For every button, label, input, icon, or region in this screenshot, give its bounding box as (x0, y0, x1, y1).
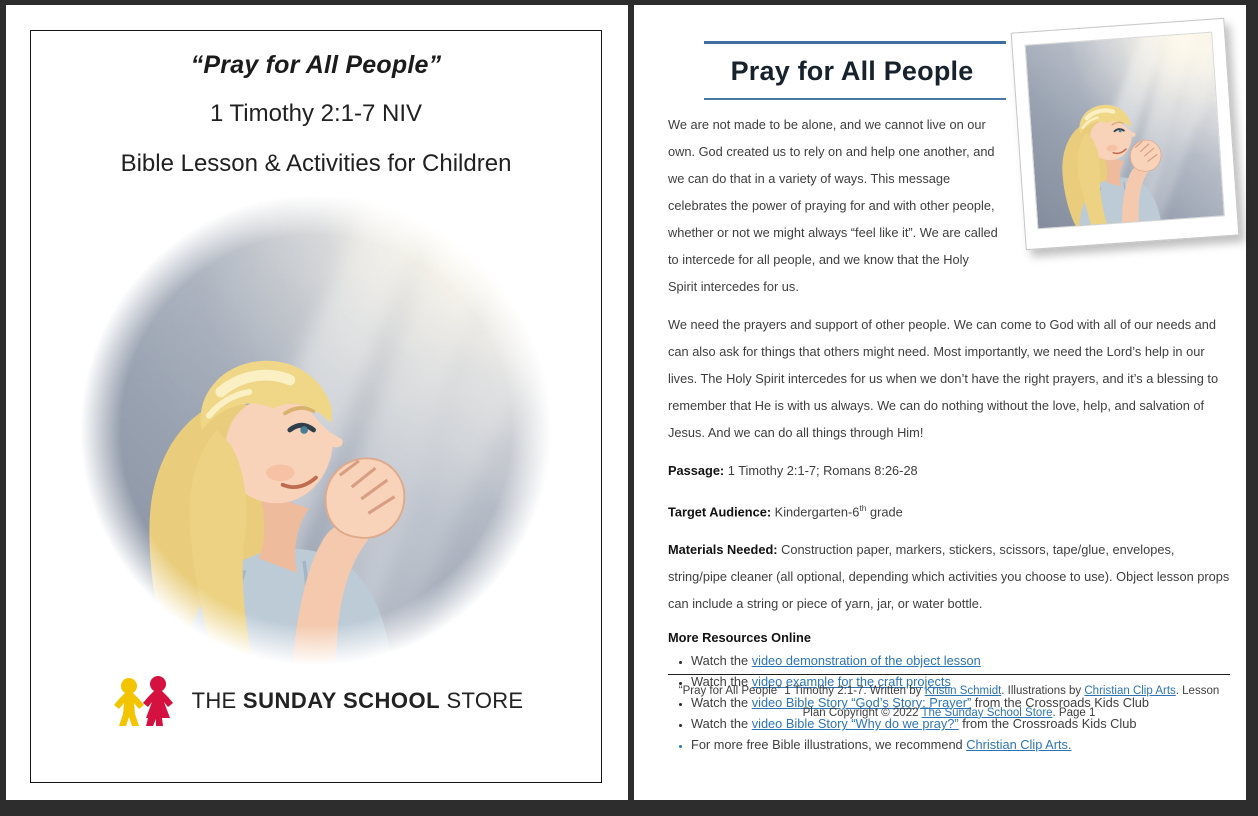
cover-scripture-reference: 1 Timothy 2:1-7 NIV (209, 100, 423, 127)
materials-line (668, 536, 1230, 617)
resource-item-object-lesson (691, 650, 1230, 671)
passage-line (668, 457, 1230, 484)
resources-heading: More Resources Online (668, 630, 811, 646)
resource-link-gods-story-prayer[interactable]: video Bible Story “God’s Story: Prayer” (751, 695, 972, 711)
audience-text-end: grade (866, 504, 903, 520)
lesson-page (634, 5, 1246, 800)
logo-word-store: STORE (440, 688, 524, 713)
materials-text: Construction paper, markers, stickers, scissors, tape/glue, envelopes, string/pipe cleaner (all optional, depending which activities you choose to use). Object lesson props can include a string or piece of yarn, jar, or water bottle. (668, 542, 1230, 612)
intro-paragraph: We are not made to be alone, and we cannot live on our own. God created us to rely on and help one another, and we can do that in a variety of ways. This message celebrates the power of praying for and with other people, whether or not we might always “feel like it”. We are called to intercede for all people, and we know that the Holy Spirit intercedes for us. (668, 117, 998, 294)
footer-link-christian-clip-arts[interactable]: Christian Clip Arts (1084, 685, 1176, 698)
logo-word-the: THE (191, 688, 243, 713)
logo-kids-icon (109, 674, 179, 728)
cover-tagline: Bible Lesson & Activities for Children (120, 150, 512, 177)
resource-prefix: Watch the (691, 674, 752, 690)
heading-rule-top (704, 41, 1006, 44)
cover-title: “Pray for All People” (190, 51, 442, 79)
resource-prefix: Watch the (691, 716, 752, 732)
audience-ordinal: th (859, 503, 867, 513)
praying-girl-artwork-small (1025, 32, 1225, 230)
lesson-content (634, 5, 1246, 764)
resource-suffix: from the Crossroads Kids Club (971, 695, 1150, 711)
logo-wordmark (192, 688, 524, 714)
resource-prefix: Watch the (691, 695, 752, 711)
resource-link-why-do-we-pray[interactable]: video Bible Story “Why do we pray?” (751, 716, 959, 732)
passage-text: 1 Timothy 2:1-7; Romans 8:26-28 (724, 463, 918, 478)
logo-word-brand: SUNDAY SCHOOL (242, 688, 441, 713)
lesson-heading-block (704, 41, 1006, 100)
praying-girl-artwork (78, 192, 554, 668)
resource-link-craft-projects[interactable]: video example for the craft projects (751, 674, 951, 690)
footer-text: . Lesson Plan Copyright © 2022 (802, 685, 1220, 719)
audience-line (668, 495, 1230, 525)
heading-rule-bottom (704, 98, 1006, 100)
footer-text: . Illustrations by (1001, 685, 1085, 698)
resource-prefix: For more free Bible illustrations, we recommend (691, 737, 967, 753)
materials-label: Materials Needed: (668, 542, 778, 558)
footer-link-sunday-school-store[interactable]: The Sunday School Store (921, 706, 1053, 719)
cover-border-box (30, 30, 602, 783)
cover-page (6, 5, 628, 800)
resource-prefix: Watch the (691, 653, 752, 669)
audience-label: Target Audience: (668, 504, 772, 520)
resource-link-christian-clip-arts[interactable]: Christian Clip Arts. (966, 737, 1072, 753)
footer-text: . Page 1 (1052, 706, 1096, 719)
resource-item-christian-clip-arts (691, 734, 1230, 755)
second-paragraph: We need the prayers and support of other people. We can come to God with all of our needs and can also ask for things that others might need. Most importantly, we need the Lord’s help in our lives. The Holy Spirit intercedes for us when we don’t have the right prayers, and it’s a blessing to remember that He is with us always. We can do nothing without the love, help, and salvation of Jesus. And we can do all things through Him! (668, 317, 1219, 440)
page-footer (668, 674, 1230, 724)
audience-text: Kindergarten-6 (771, 504, 860, 520)
praying-girl-photo (1018, 25, 1232, 243)
footer-link-kristin-schmidt[interactable]: Kristin Schmidt (924, 685, 1002, 698)
resource-link-object-lesson[interactable]: video demonstration of the object lesson (751, 653, 981, 669)
praying-girl-circle-illustration (78, 192, 554, 668)
lesson-title: Pray for All People (730, 56, 974, 86)
passage-label: Passage: (668, 463, 725, 478)
footer-text: “Pray for All People” 1 Timothy 2:1-7. Written by (678, 685, 925, 698)
sunday-school-store-logo (31, 674, 601, 728)
photo-frame (1011, 18, 1240, 250)
resource-suffix: from the Crossroads Kids Club (958, 716, 1137, 732)
